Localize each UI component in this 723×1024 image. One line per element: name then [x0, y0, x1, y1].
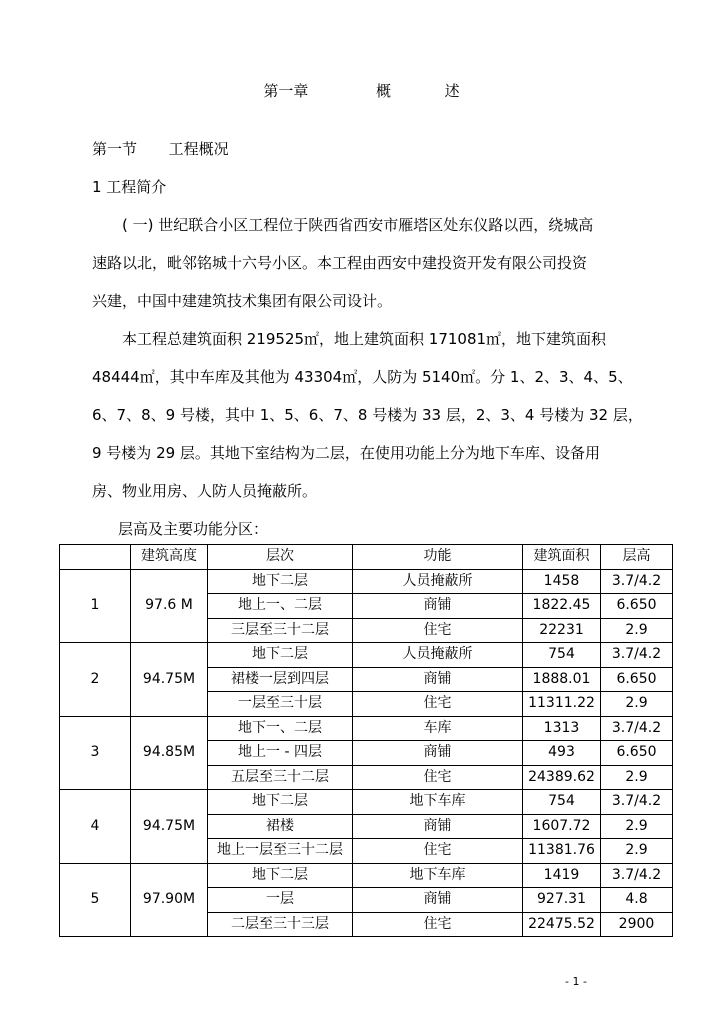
area-cell: 493 — [523, 741, 601, 766]
section-number: 第一节 — [92, 140, 138, 158]
function-cell: 住宅 — [353, 765, 523, 790]
header-cell: 层高 — [601, 545, 673, 570]
floor-height-cell: 3.7/4.2 — [601, 716, 673, 741]
area-cell: 1313 — [523, 716, 601, 741]
floor-height-cell: 2.9 — [601, 618, 673, 643]
floor-range-cell: 五层至三十二层 — [208, 765, 353, 790]
function-cell: 住宅 — [353, 839, 523, 864]
paragraph-line: 本工程总建筑面积 219525㎡，地上建筑面积 171081㎡，地下建筑面积 — [122, 330, 607, 348]
floor-range-cell: 裙楼 — [208, 814, 353, 839]
floor-range-cell: 地下二层 — [208, 790, 353, 815]
floor-range-cell: 裙楼一层到四层 — [208, 667, 353, 692]
chapter-title-char-1: 概 — [375, 82, 391, 100]
building-number-cell: 1 — [60, 569, 131, 643]
floor-range-cell: 地上一 - 四层 — [208, 741, 353, 766]
chapter-title-char-2: 述 — [444, 82, 460, 100]
paragraph-line: 6、7、8、9 号楼，其中 1、5、6、7、8 号楼为 33 层，2、3、4 号楼为 32 层， — [92, 406, 643, 424]
area-cell: 11381.76 — [523, 839, 601, 864]
function-cell: 人员掩蔽所 — [353, 643, 523, 668]
building-height-cell: 94.75M — [131, 790, 208, 864]
paragraph-line: 兴建，中国中建建筑技术集团有限公司设计。 — [92, 292, 393, 310]
area-cell: 1607.72 — [523, 814, 601, 839]
function-cell: 地下车库 — [353, 790, 523, 815]
header-cell: 层次 — [208, 545, 353, 570]
function-cell: 地下车库 — [353, 863, 523, 888]
paragraph-line: ( 一) 世纪联合小区工程位于陕西省西安市雁塔区处东仪路以西，绕城高 — [122, 216, 594, 234]
area-cell: 22231 — [523, 618, 601, 643]
floor-range-cell: 三层至三十二层 — [208, 618, 353, 643]
building-height-cell: 97.90M — [131, 863, 208, 937]
floor-height-cell: 3.7/4.2 — [601, 643, 673, 668]
table-row — [60, 790, 673, 815]
building-number-cell: 4 — [60, 790, 131, 864]
header-cell: 建筑面积 — [523, 545, 601, 570]
function-cell: 住宅 — [353, 692, 523, 717]
header-cell: 建筑高度 — [131, 545, 208, 570]
function-cell: 商铺 — [353, 667, 523, 692]
chapter-heading — [0, 80, 723, 101]
area-cell: 11311.22 — [523, 692, 601, 717]
function-cell: 住宅 — [353, 912, 523, 937]
floor-range-cell: 一层 — [208, 888, 353, 913]
building-number-cell: 3 — [60, 716, 131, 790]
floor-range-cell: 地下二层 — [208, 643, 353, 668]
building-number-cell: 2 — [60, 643, 131, 717]
function-cell: 商铺 — [353, 594, 523, 619]
floor-height-cell: 6.650 — [601, 741, 673, 766]
area-cell: 754 — [523, 790, 601, 815]
section-title: 工程概况 — [168, 140, 229, 158]
floor-height-cell: 3.7/4.2 — [601, 863, 673, 888]
building-height-cell: 97.6 M — [131, 569, 208, 643]
floor-height-cell: 2.9 — [601, 765, 673, 790]
floor-range-cell: 一层至三十层 — [208, 692, 353, 717]
table-body — [60, 545, 673, 937]
area-cell: 24389.62 — [523, 765, 601, 790]
building-number-cell: 5 — [60, 863, 131, 937]
header-cell — [60, 545, 131, 570]
building-height-cell: 94.85M — [131, 716, 208, 790]
floor-range-cell: 地上一、二层 — [208, 594, 353, 619]
floor-height-cell: 3.7/4.2 — [601, 569, 673, 594]
floor-height-cell: 2.9 — [601, 814, 673, 839]
function-cell: 商铺 — [353, 814, 523, 839]
area-cell: 1419 — [523, 863, 601, 888]
function-cell: 车库 — [353, 716, 523, 741]
function-cell: 住宅 — [353, 618, 523, 643]
paragraph-line: 48444㎡，其中车库及其他为 43304㎡，人防为 5140㎡。分 1、2、3、4、5、 — [92, 368, 633, 386]
table-row — [60, 643, 673, 668]
floor-height-cell: 2.9 — [601, 692, 673, 717]
floor-range-cell: 地上一层至三十二层 — [208, 839, 353, 864]
floor-height-cell: 6.650 — [601, 667, 673, 692]
floor-range-cell: 地下二层 — [208, 863, 353, 888]
paragraph-line: 9 号楼为 29 层。其地下室结构为二层，在使用功能上分为地下车库、设备用 — [92, 444, 600, 462]
header-cell: 功能 — [353, 545, 523, 570]
area-cell: 22475.52 — [523, 912, 601, 937]
table-row — [60, 569, 673, 594]
chapter-number: 第一章 — [263, 82, 309, 100]
function-cell: 商铺 — [353, 741, 523, 766]
area-cell: 1822.45 — [523, 594, 601, 619]
floor-range-cell: 二层至三十三层 — [208, 912, 353, 937]
floor-height-cell: 3.7/4.2 — [601, 790, 673, 815]
floor-height-cell: 6.650 — [601, 594, 673, 619]
floor-height-cell: 2900 — [601, 912, 673, 937]
function-cell: 商铺 — [353, 888, 523, 913]
area-cell: 754 — [523, 643, 601, 668]
floor-range-cell: 地下二层 — [208, 569, 353, 594]
floor-height-cell: 4.8 — [601, 888, 673, 913]
area-cell: 1458 — [523, 569, 601, 594]
area-cell: 927.31 — [523, 888, 601, 913]
building-height-cell: 94.75M — [131, 643, 208, 717]
table-caption: 层高及主要功能分区： — [118, 520, 269, 538]
area-cell: 1888.01 — [523, 667, 601, 692]
table-row — [60, 863, 673, 888]
table-row — [60, 716, 673, 741]
subsection-heading: 1 工程简介 — [92, 178, 167, 196]
section-heading — [92, 138, 229, 159]
floor-function-table — [59, 544, 673, 937]
function-cell: 人员掩蔽所 — [353, 569, 523, 594]
floor-range-cell: 地下一、二层 — [208, 716, 353, 741]
table-header-row — [60, 545, 673, 570]
floor-height-cell: 2.9 — [601, 839, 673, 864]
page-number: - 1 - — [565, 975, 587, 988]
paragraph-line: 房、物业用房、人防人员掩蔽所。 — [92, 482, 318, 500]
paragraph-line: 速路以北，毗邻铭城十六号小区。本工程由西安中建投资开发有限公司投资 — [92, 254, 588, 272]
